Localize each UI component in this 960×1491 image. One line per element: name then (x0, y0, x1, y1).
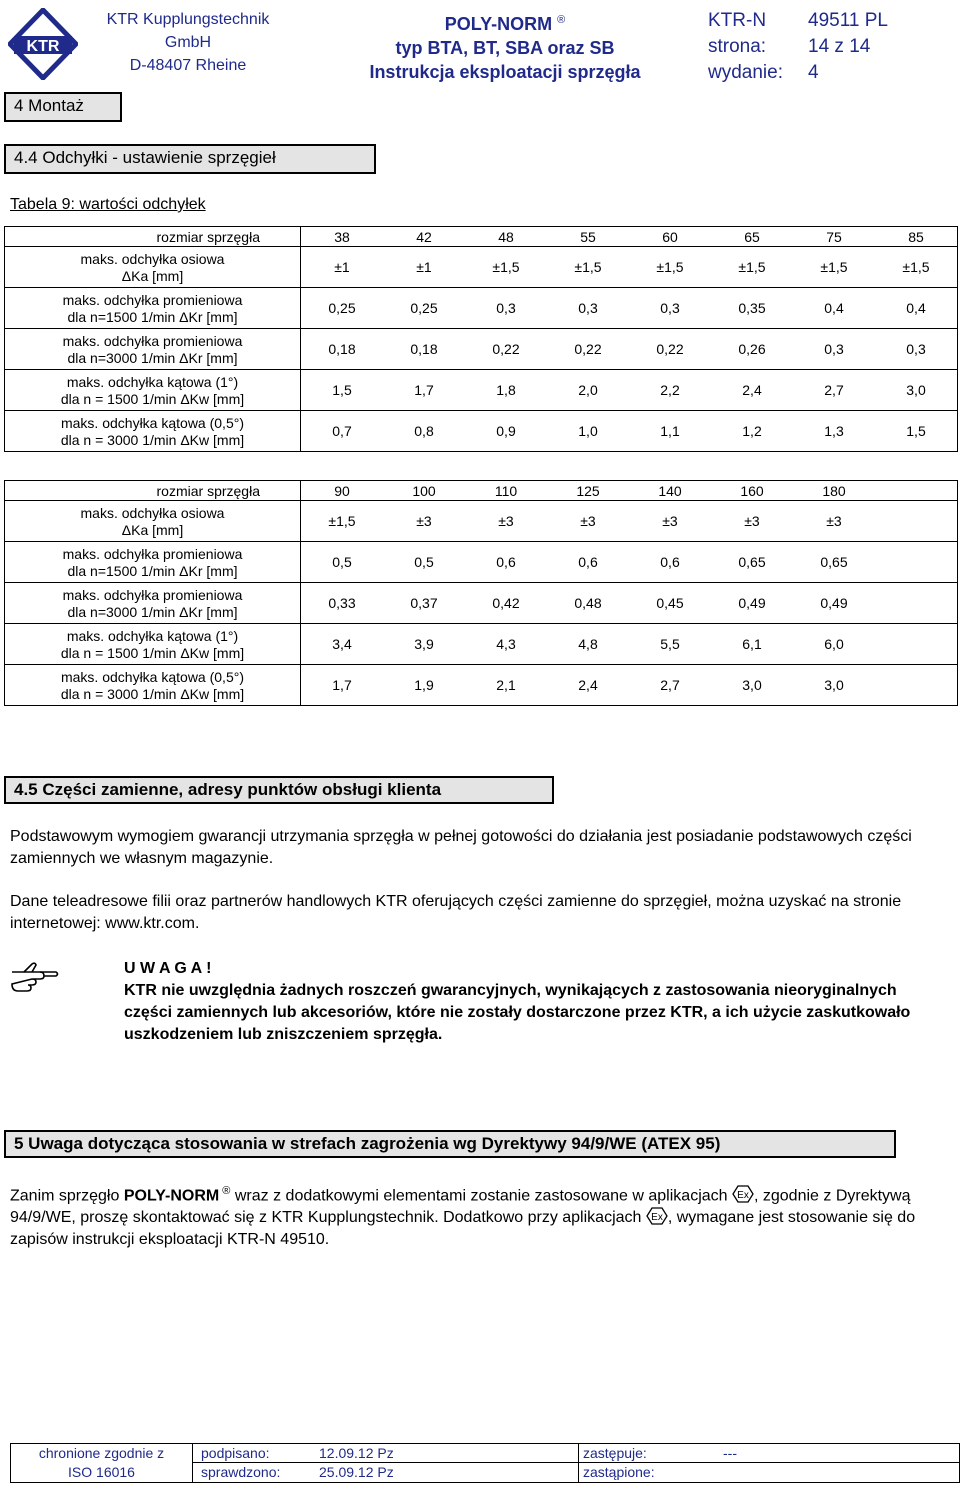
size-cell: 85 (908, 228, 924, 245)
value-cell: 3,0 (824, 677, 844, 693)
page-label: strona: (708, 36, 767, 57)
size-row (5, 227, 958, 247)
atex-product: POLY-NORM (123, 1187, 220, 1205)
value-cell: 1,8 (496, 382, 516, 398)
atex-text-3: , zgodnie z Dyrektywą 94/9/WE, proszę skontaktować się z KTR Kupplungstechnik. Dodatkowo przy aplikacjach (10, 1187, 911, 1227)
signed-label: podpisano: (201, 1445, 270, 1461)
replaced-label: zastąpione: (583, 1464, 655, 1480)
row-label-line-2: dla n=3000 1/min ΔKr [mm] (67, 349, 238, 366)
svg-text:Ex: Ex (737, 1190, 749, 1202)
svg-text:Ex: Ex (651, 1212, 663, 1224)
value-cell: 0,3 (660, 300, 680, 316)
row-values (301, 583, 958, 624)
size-cell: 65 (744, 228, 760, 245)
row-label-line-1: maks. odchyłka promieniowa (62, 291, 243, 308)
value-cell: ±3 (580, 513, 596, 529)
warning-title: U W A G A ! (124, 960, 212, 977)
size-cell: 55 (580, 228, 596, 245)
row-values (301, 411, 958, 452)
value-cell: 2,1 (496, 677, 516, 693)
value-cell: ±3 (416, 513, 432, 529)
row-label-line-1: maks. odchyłka promieniowa (62, 332, 243, 349)
row-label-line-1: maks. odchyłka promieniowa (62, 586, 243, 603)
value-cell: 3,0 (742, 677, 762, 693)
value-cell: 1,7 (414, 382, 434, 398)
value-cell: 1,7 (332, 677, 352, 693)
table-row (5, 665, 958, 706)
table-row (5, 411, 958, 452)
value-cell: 1,5 (332, 382, 352, 398)
row-label-line-2: dla n = 1500 1/min ΔKw [mm] (60, 390, 245, 407)
size-row (5, 481, 958, 501)
edition-label: wydanie: (708, 62, 783, 83)
value-cell: 0,6 (578, 554, 598, 570)
size-cell: 60 (662, 228, 678, 245)
row-values (301, 665, 958, 706)
row-label-line-2: dla n = 1500 1/min ΔKw [mm] (60, 644, 245, 661)
value-cell: 0,7 (332, 423, 352, 439)
value-cell: 0,4 (824, 300, 844, 316)
table-row (5, 624, 958, 665)
value-cell: 6,0 (824, 636, 844, 652)
product-types: typ BTA, BT, SBA oraz SB (395, 38, 615, 58)
table-caption: Tabela 9: wartości odchyłek (10, 196, 206, 213)
value-cell: ±1,5 (820, 259, 848, 275)
value-cell: 0,25 (328, 300, 356, 316)
checked-label: sprawdzono: (201, 1464, 281, 1480)
size-label: rozmiar sprzęgła (5, 481, 301, 501)
replaced-row (579, 1463, 959, 1482)
value-cell: 0,42 (492, 595, 520, 611)
table-row (5, 247, 958, 288)
value-cell: ±1,5 (656, 259, 684, 275)
value-cell: 0,3 (578, 300, 598, 316)
pointing-hand-icon (10, 958, 60, 992)
value-cell: 4,8 (578, 636, 598, 652)
doc-title-block (310, 8, 700, 84)
row-values (301, 329, 958, 370)
row-label (5, 542, 301, 583)
value-cell: 0,37 (410, 595, 438, 611)
section-5-heading: 5 Uwaga dotycząca stosowania w strefach zagrożenia wg Dyrektywy 94/9/WE (ATEX 95) (4, 1130, 896, 1158)
replaces-row (579, 1444, 959, 1463)
row-label (5, 624, 301, 665)
value-cell: 1,0 (578, 423, 598, 439)
registered-icon: ® (557, 14, 566, 26)
size-cell: 125 (576, 482, 600, 499)
row-values (301, 624, 958, 665)
svg-text:KTR: KTR (26, 38, 60, 55)
spare-parts-paragraph: Podstawowym wymogiem gwarancji utrzymania sprzęgła w pełnej gotowości do działania jest posiadanie podstawowych części zamiennych we własnym magazynie. (10, 828, 912, 867)
size-cell: 90 (334, 482, 350, 499)
iso-line-1: chronione zgodnie z (38, 1445, 165, 1461)
value-cell: 2,0 (578, 382, 598, 398)
row-label-line-1: maks. odchyłka kątowa (1°) (66, 373, 239, 390)
value-cell: 0,9 (496, 423, 516, 439)
page-value: 14 z 14 (808, 36, 871, 57)
size-cell: 75 (826, 228, 842, 245)
value-cell: 0,8 (414, 423, 434, 439)
row-values (301, 247, 958, 288)
doc-meta (708, 8, 960, 86)
size-cell: 140 (658, 482, 682, 499)
value-cell: 1,2 (742, 423, 762, 439)
ex-hexagon-icon (646, 1207, 668, 1225)
table-row (5, 583, 958, 624)
value-cell: 0,49 (738, 595, 766, 611)
table-row (5, 288, 958, 329)
value-cell: 0,18 (410, 341, 438, 357)
value-cell: 3,9 (414, 636, 434, 652)
row-label-line-2: dla n=3000 1/min ΔKr [mm] (67, 603, 238, 620)
value-cell: 3,0 (906, 382, 926, 398)
value-cell: 0,6 (496, 554, 516, 570)
row-label-line-1: maks. odchyłka osiowa (80, 504, 225, 521)
value-cell: 0,65 (820, 554, 848, 570)
row-label-line-2: ΔKa [mm] (121, 521, 184, 538)
value-cell: ±3 (826, 513, 842, 529)
row-values (301, 501, 958, 542)
row-values (301, 542, 958, 583)
row-label-line-1: maks. odchyłka osiowa (80, 250, 225, 267)
value-cell: 2,4 (578, 677, 598, 693)
doc-title: Instrukcja eksploatacji sprzęgła (369, 62, 641, 82)
ktr-logo (8, 8, 78, 80)
ex-hexagon-icon (732, 1185, 754, 1203)
section-4-4-heading: 4.4 Odchyłki - ustawienie sprzęgieł (4, 144, 376, 174)
checked-row (193, 1463, 579, 1482)
size-cell: 180 (822, 482, 846, 499)
row-values (301, 370, 958, 411)
row-label (5, 583, 301, 624)
size-values (301, 481, 958, 501)
value-cell: ±1,5 (574, 259, 602, 275)
registered-icon: ® (219, 1185, 231, 1197)
value-cell: 0,4 (906, 300, 926, 316)
value-cell: 0,5 (414, 554, 434, 570)
value-cell: 0,22 (574, 341, 602, 357)
value-cell: 2,4 (742, 382, 762, 398)
table-row (5, 542, 958, 583)
value-cell: 0,65 (738, 554, 766, 570)
row-label-line-2: dla n=1500 1/min ΔKr [mm] (67, 308, 238, 325)
atex-text-1: Zanim sprzęgło (10, 1187, 124, 1205)
company-form: GmbH (164, 34, 212, 51)
value-cell: ±1,5 (902, 259, 930, 275)
row-label-line-2: ΔKa [mm] (121, 267, 184, 284)
value-cell: 5,5 (660, 636, 680, 652)
value-cell: 0,48 (574, 595, 602, 611)
section-4-5-heading: 4.5 Części zamienne, adresy punktów obsługi klienta (4, 776, 554, 804)
atex-text-4: , wymagane jest stosowanie się do zapisów instrukcji eksploatacji KTR-N 49510. (10, 1209, 916, 1249)
value-cell: 0,45 (656, 595, 684, 611)
row-label (5, 370, 301, 411)
signed-row (193, 1444, 579, 1463)
row-label (5, 665, 301, 706)
product-name: POLY-NORM (444, 14, 553, 34)
size-cell: 160 (740, 482, 764, 499)
company-name: KTR Kupplungstechnik (106, 11, 270, 28)
doc-code: 49511 PL (808, 10, 888, 31)
value-cell: 0,26 (738, 341, 766, 357)
row-label-line-2: dla n = 3000 1/min ΔKw [mm] (60, 431, 245, 448)
value-cell: 0,33 (328, 595, 356, 611)
size-cell: 48 (498, 228, 514, 245)
value-cell: 6,1 (742, 636, 762, 652)
table-row (5, 329, 958, 370)
row-label-line-1: maks. odchyłka kątowa (1°) (66, 627, 239, 644)
value-cell: ±3 (662, 513, 678, 529)
value-cell: 0,3 (496, 300, 516, 316)
replaces-value: --- (723, 1445, 737, 1461)
page-footer (10, 1443, 960, 1483)
size-label: rozmiar sprzęgła (5, 227, 301, 247)
table-row (5, 501, 958, 542)
row-label-line-2: dla n = 3000 1/min ΔKw [mm] (60, 685, 245, 702)
row-label-line-1: maks. odchyłka promieniowa (62, 545, 243, 562)
value-cell: ±1 (334, 259, 350, 275)
atex-paragraph (10, 1180, 955, 1251)
value-cell: 2,7 (660, 677, 680, 693)
value-cell: 0,3 (824, 341, 844, 357)
iso-line-2: ISO 16016 (68, 1464, 135, 1480)
replaces-label: zastępuje: (583, 1445, 647, 1461)
row-values (301, 288, 958, 329)
warning-block (124, 958, 914, 1046)
row-label (5, 329, 301, 370)
size-cell: 38 (334, 228, 350, 245)
atex-text-2: wraz z dodatkowymi elementami zostanie zastosowane w aplikacjach (230, 1187, 732, 1205)
value-cell: 0,6 (660, 554, 680, 570)
signed-value: 12.09.12 Pz (319, 1445, 394, 1461)
value-cell: 4,3 (496, 636, 516, 652)
iso-note (11, 1444, 193, 1482)
size-cell: 110 (494, 482, 518, 499)
value-cell: 2,2 (660, 382, 680, 398)
value-cell: ±3 (744, 513, 760, 529)
value-cell: 0,35 (738, 300, 766, 316)
value-cell: 0,3 (906, 341, 926, 357)
deviation-table-1 (4, 226, 958, 452)
value-cell: ±1,5 (492, 259, 520, 275)
row-label (5, 247, 301, 288)
value-cell: 0,25 (410, 300, 438, 316)
edition-value: 4 (808, 62, 819, 83)
value-cell: 0,49 (820, 595, 848, 611)
row-label (5, 288, 301, 329)
value-cell: 0,5 (332, 554, 352, 570)
doc-code-label: KTR-N (708, 10, 767, 31)
page-header (0, 0, 960, 90)
value-cell: ±1 (416, 259, 432, 275)
size-values (301, 227, 958, 247)
company-block (88, 8, 288, 77)
value-cell: ±1,5 (328, 513, 356, 529)
table-row (5, 370, 958, 411)
deviation-table-2 (4, 480, 958, 706)
company-address: D-48407 Rheine (129, 57, 247, 74)
value-cell: ±3 (498, 513, 514, 529)
value-cell: 1,5 (906, 423, 926, 439)
row-label-line-1: maks. odchyłka kątowa (0,5°) (60, 414, 244, 431)
value-cell: 0,22 (492, 341, 520, 357)
value-cell: 2,7 (824, 382, 844, 398)
row-label-line-2: dla n=1500 1/min ΔKr [mm] (67, 562, 238, 579)
value-cell: 3,4 (332, 636, 352, 652)
value-cell: 1,9 (414, 677, 434, 693)
value-cell: 0,22 (656, 341, 684, 357)
contacts-paragraph: Dane teleadresowe filii oraz partnerów handlowych KTR oferujących części zamienne do sprzęgieł, można uzyskać na stronie internetowej: www.ktr.com. (10, 893, 902, 932)
section-4-heading: 4 Montaż (4, 92, 122, 122)
warning-text: KTR nie uwzględnia żadnych roszczeń gwarancyjnych, wynikających z zastosowania nieoryginalnych części zamiennych lub akcesoriów, które nie zostały dostarczone przez KTR, a ich użycie zaskutkowało uszkodzeniem lub zniszczeniem sprzęgła. (124, 982, 911, 1043)
value-cell: 1,1 (660, 423, 680, 439)
size-cell: 42 (416, 228, 432, 245)
size-cell: 100 (412, 482, 436, 499)
checked-value: 25.09.12 Pz (319, 1464, 394, 1480)
row-label-line-1: maks. odchyłka kątowa (0,5°) (60, 668, 244, 685)
value-cell: 1,3 (824, 423, 844, 439)
row-label (5, 501, 301, 542)
row-label (5, 411, 301, 452)
value-cell: ±1,5 (738, 259, 766, 275)
value-cell: 0,18 (328, 341, 356, 357)
